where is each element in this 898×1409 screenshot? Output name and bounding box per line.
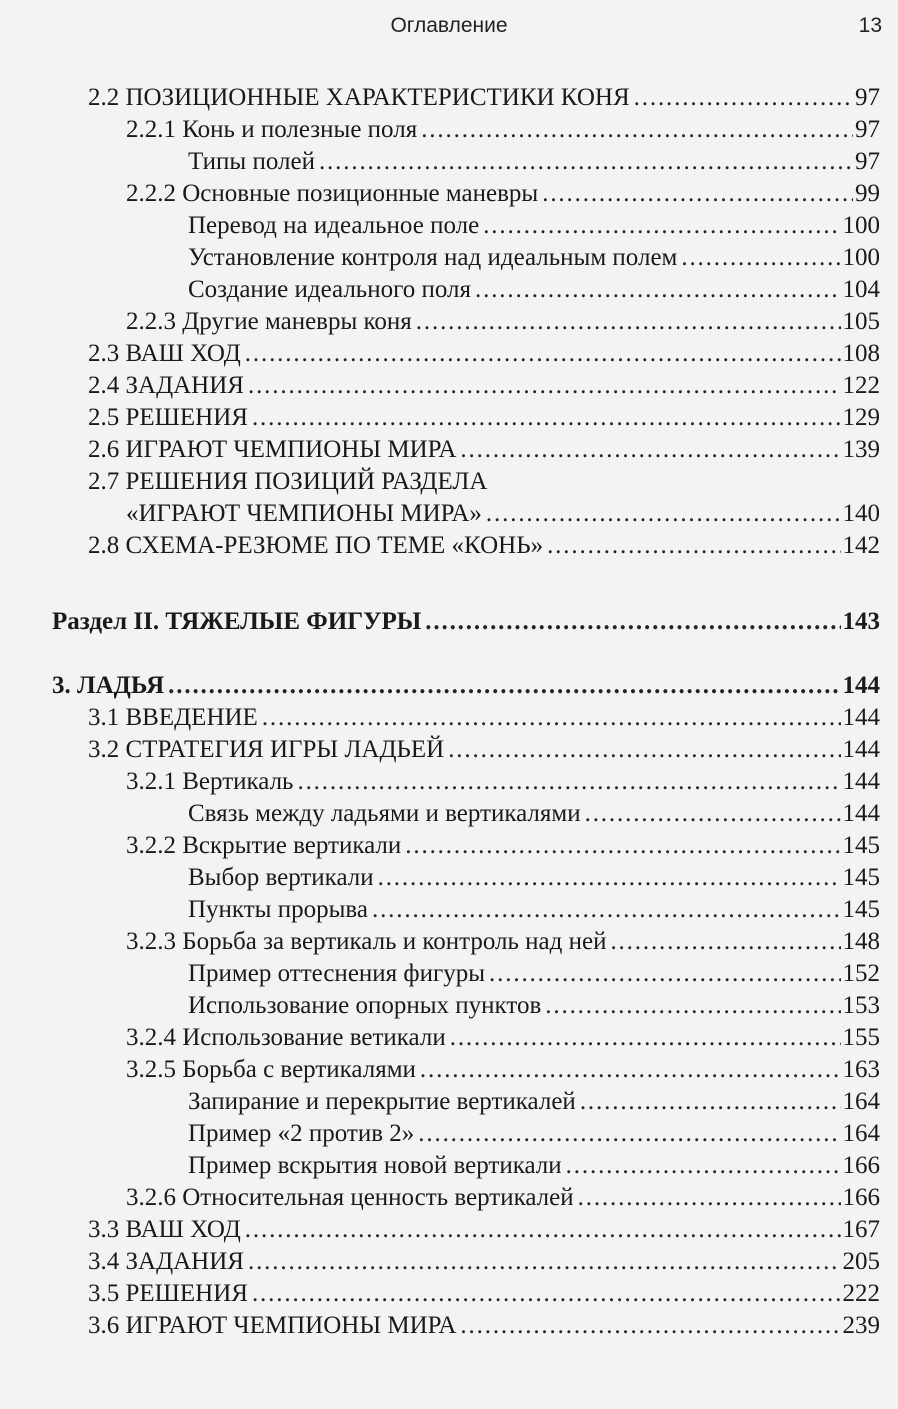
toc-entry[interactable] [0,1150,898,1182]
toc-entry[interactable] [0,926,898,958]
toc-entry[interactable] [0,1022,898,1054]
toc-entry[interactable] [0,766,898,798]
toc-leader-dots [580,1086,841,1118]
toc-entry[interactable] [0,830,898,862]
toc-entry[interactable] [0,370,898,402]
toc-leader-dots [578,1182,841,1214]
toc-entry-page: 108 [842,340,880,367]
toc-entry[interactable] [0,114,898,146]
toc-leader-dots [262,702,841,734]
toc-entry-title: 3.3 ВАШ ХОД [88,1216,241,1243]
toc-entry-page: 145 [842,864,880,891]
toc-leader-dots [248,1246,841,1278]
toc-entry-page: 148 [842,928,880,955]
toc-block-knight [0,82,898,562]
toc-entry[interactable] [0,990,898,1022]
toc-leader-dots [378,862,841,894]
toc-entry-title: 3.6 ИГРАЮТ ЧЕМПИОНЫ МИРА [88,1312,457,1339]
table-of-contents [0,82,898,1342]
toc-leader-dots [566,1150,841,1182]
toc-leader-dots [420,1054,841,1086]
toc-entry-page: 122 [842,372,880,399]
toc-entry[interactable] [0,434,898,466]
toc-entry[interactable] [0,798,898,830]
toc-leader-dots [297,766,840,798]
toc-entry-title: Пример «2 против 2» [188,1120,415,1147]
toc-entry-title: Установление контроля над идеальным полем [188,244,678,271]
toc-entry-page: 145 [842,896,880,923]
toc-leader-dots [486,498,841,530]
toc-entry[interactable] [0,498,898,530]
toc-leader-dots [421,114,853,146]
toc-leader-dots [681,242,840,274]
toc-leader-dots [245,1214,841,1246]
toc-entry-page: 166 [842,1184,880,1211]
page-header [0,0,898,56]
toc-leader-dots [610,926,840,958]
toc-leader-dots [585,798,841,830]
toc-leader-dots [416,306,841,338]
toc-entry[interactable] [0,306,898,338]
toc-entry[interactable] [0,670,898,702]
toc-entry-page: 143 [842,608,880,635]
toc-entry[interactable] [0,274,898,306]
toc-entry-title: 2.2 ПОЗИЦИОННЫЕ ХАРАКТЕРИСТИКИ КОНЯ [88,84,630,111]
toc-leader-dots [405,830,840,862]
toc-entry-title: Типы полей [188,148,315,175]
toc-entry-title: Запирание и перекрытие вертикалей [188,1088,576,1115]
toc-entry[interactable] [0,242,898,274]
toc-entry-title: Раздел II. ТЯЖЕЛЫЕ ФИГУРЫ [52,608,422,635]
toc-entry-page: 144 [842,672,880,699]
toc-leader-dots [168,670,840,702]
spacer [0,638,898,670]
toc-entry-title: «ИГРАЮТ ЧЕМПИОНЫ МИРА» [126,500,482,527]
toc-leader-dots [448,734,840,766]
toc-entry[interactable] [0,210,898,242]
toc-entry-title: 3.5 РЕШЕНИЯ [88,1280,248,1307]
toc-entry[interactable] [0,1246,898,1278]
toc-entry-title: 2.2.1 Конь и полезные поля [126,116,418,143]
toc-leader-dots [483,210,840,242]
toc-entry-title: Перевод на идеальное поле [188,212,480,239]
toc-entry-title: 3.4 ЗАДАНИЯ [88,1248,244,1275]
toc-entry-page: 97 [855,84,880,111]
toc-entry-page: 144 [842,704,880,731]
toc-section-heading[interactable] [0,606,898,638]
toc-leader-dots [634,82,853,114]
toc-entry[interactable] [0,894,898,926]
toc-entry-title: 2.2.2 Основные позиционные маневры [126,180,539,207]
toc-entry-title: 2.2.3 Другие маневры коня [126,308,412,335]
toc-leader-dots [418,1118,840,1150]
toc-entry-page: 97 [855,116,880,143]
toc-entry-page: 163 [842,1056,880,1083]
toc-leader-dots [252,402,841,434]
toc-entry-page: 129 [842,404,880,431]
toc-entry-title: Пункты прорыва [188,896,368,923]
toc-entry-page: 144 [842,768,880,795]
toc-leader-dots [475,274,841,306]
toc-entry-page: 153 [842,992,880,1019]
toc-entry-title: 3.1 ВВЕДЕНИЕ [88,704,258,731]
toc-entry[interactable] [0,1214,898,1246]
toc-leader-dots [545,990,840,1022]
toc-entry-page: 205 [842,1248,880,1275]
toc-entry-page: 164 [842,1120,880,1147]
toc-leader-dots [547,530,840,562]
toc-entry-title: 3. ЛАДЬЯ [52,672,165,699]
toc-entry-title: 2.6 ИГРАЮТ ЧЕМПИОНЫ МИРА [88,436,457,463]
toc-entry[interactable] [0,178,898,210]
toc-entry[interactable] [0,338,898,370]
running-head-title: Оглавление [390,14,508,37]
toc-entry-title: 2.5 РЕШЕНИЯ [88,404,248,431]
toc-entry-title: 3.2.5 Борьба с вертикалями [126,1056,416,1083]
toc-entry-page: 164 [842,1088,880,1115]
toc-entry-title: 3.2.4 Использование ветикали [126,1024,446,1051]
toc-entry-page: 142 [842,532,880,559]
toc-entry[interactable] [0,958,898,990]
toc-block-rook [0,670,898,1342]
toc-leader-dots [460,434,840,466]
toc-entry-title: 3.2.1 Вертикаль [126,768,294,795]
toc-entry-page: 239 [842,1312,880,1339]
toc-entry-page: 97 [855,148,880,175]
toc-entry-title: 3.2.2 Вскрытие вертикали [126,832,402,859]
toc-entry-page: 222 [842,1280,880,1307]
toc-leader-dots [542,178,853,210]
toc-entry-page: 144 [842,800,880,827]
toc-entry[interactable] [0,1086,898,1118]
toc-entry-title: 3.2 СТРАТЕГИЯ ИГРЫ ЛАДЬЕЙ [88,736,445,763]
spacer [0,562,898,606]
toc-entry-title: Выбор вертикали [188,864,374,891]
toc-leader-dots [450,1022,841,1054]
toc-entry-title: 2.4 ЗАДАНИЯ [88,372,244,399]
toc-entry-page: 145 [842,832,880,859]
toc-entry[interactable] [0,146,898,178]
toc-entry[interactable] [0,1278,898,1310]
toc-entry-title: Связь между ладьями и вертикалями [188,800,581,827]
toc-entry-title: 3.2.3 Борьба за вертикаль и контроль над ней [126,928,607,955]
toc-entry-title: Создание идеального поля [188,276,471,303]
toc-entry-page: 104 [842,276,880,303]
toc-entry-page: 105 [842,308,880,335]
toc-leader-dots [319,146,853,178]
toc-leader-dots [248,370,841,402]
toc-entry-title: Пример вскрытия новой вертикали [188,1152,562,1179]
toc-entry[interactable] [0,1118,898,1150]
toc-entry-title: Пример оттеснения фигуры [188,960,486,987]
toc-entry-page: 99 [855,180,880,207]
toc-entry-page: 100 [842,244,880,271]
toc-entry[interactable] [0,402,898,434]
toc-leader-dots [372,894,841,926]
toc-entry[interactable] [0,734,898,766]
toc-entry-page: 100 [842,212,880,239]
toc-leader-dots [425,606,840,638]
toc-entry[interactable] [0,1054,898,1086]
toc-entry-page: 167 [842,1216,880,1243]
toc-entry[interactable] [0,702,898,734]
toc-entry-title: 2.3 ВАШ ХОД [88,340,241,367]
toc-entry[interactable] [0,82,898,114]
toc-entry-title: 2.7 РЕШЕНИЯ ПОЗИЦИЙ РАЗДЕЛА [88,468,488,495]
toc-entry-page: 166 [842,1152,880,1179]
toc-entry-title: Использование опорных пунктов [188,992,542,1019]
toc-entry-page: 144 [842,736,880,763]
toc-entry[interactable] [0,1182,898,1214]
toc-entry-page: 152 [842,960,880,987]
toc-entry[interactable] [0,466,898,498]
toc-entry-page: 139 [842,436,880,463]
toc-entry[interactable] [0,530,898,562]
toc-leader-dots [245,338,841,370]
toc-entry-title: 2.8 СХЕМА-РЕЗЮМЕ ПО ТЕМЕ «КОНЬ» [88,532,544,559]
toc-entry[interactable] [0,1310,898,1342]
toc-leader-dots [460,1310,840,1342]
toc-entry-title: 3.2.6 Относительная ценность вертикалей [126,1184,574,1211]
toc-leader-dots [489,958,840,990]
toc-entry[interactable] [0,862,898,894]
toc-entry-page: 140 [842,500,880,527]
page-number: 13 [858,14,882,37]
toc-entry-page: 155 [842,1024,880,1051]
toc-leader-dots [252,1278,841,1310]
